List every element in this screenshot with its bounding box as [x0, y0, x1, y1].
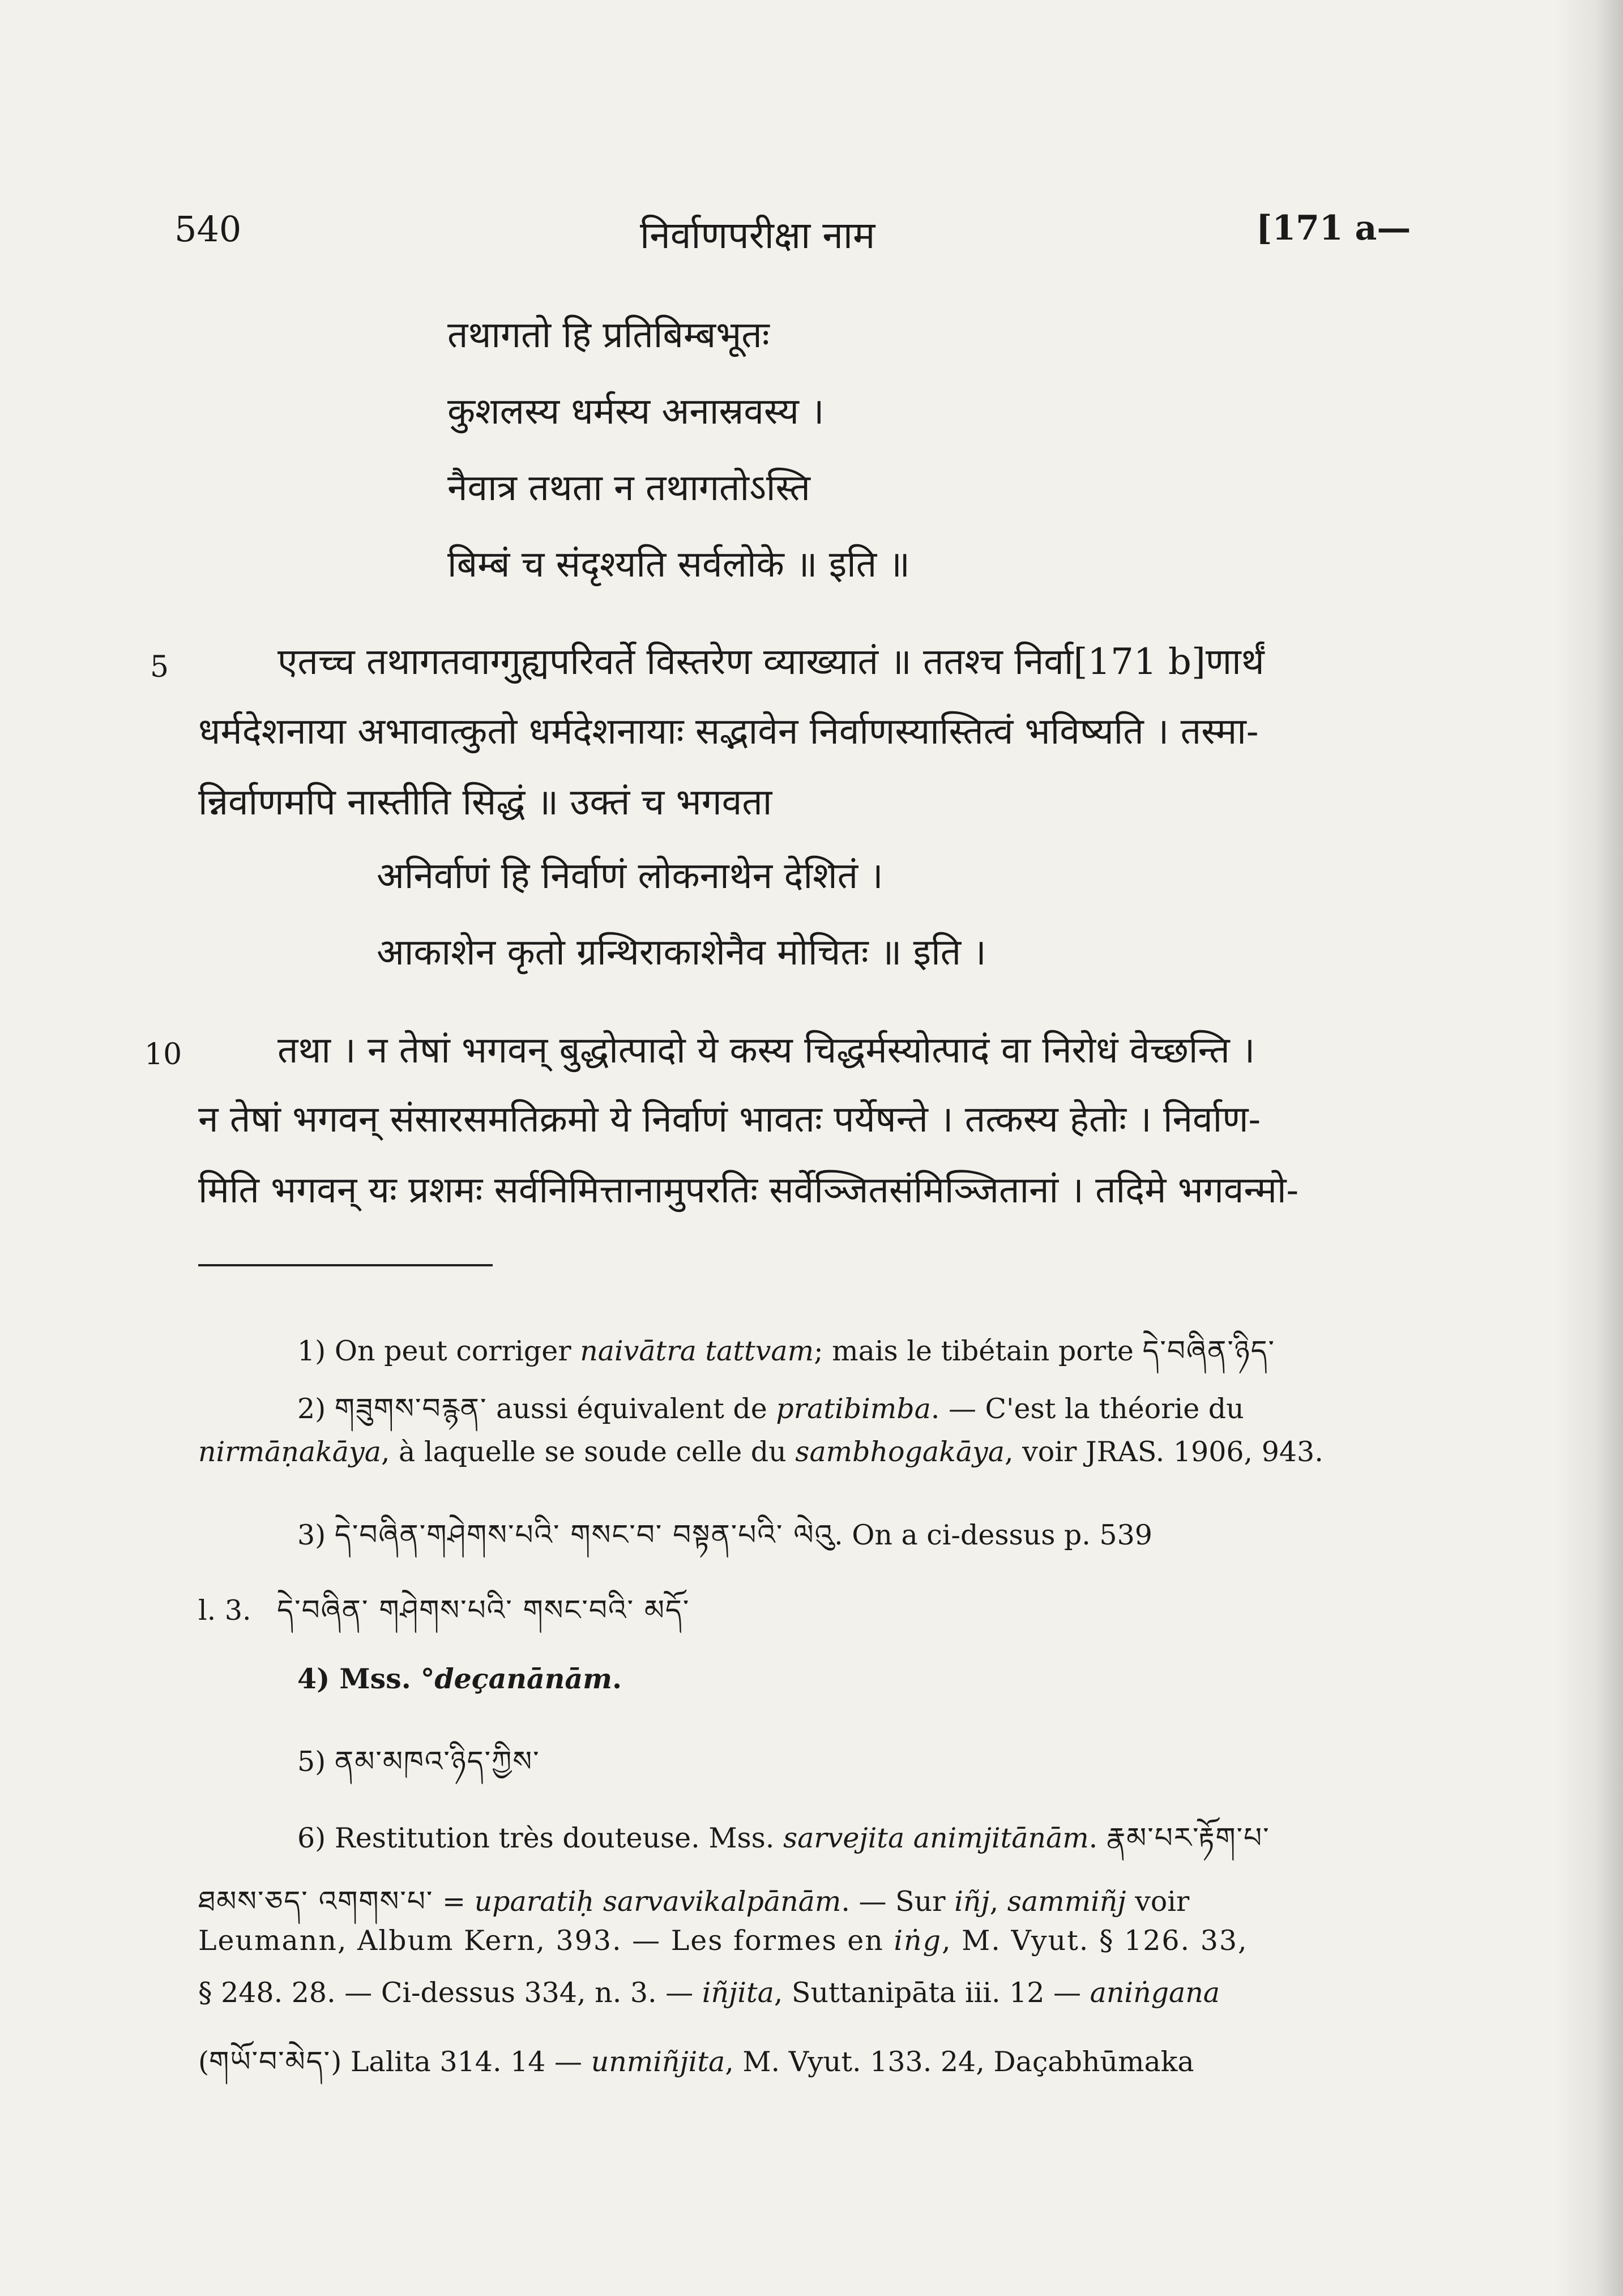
verse-line: कुशलस्य धर्मस्य अनास्रवस्य । [447, 391, 825, 433]
section-marker: [171 a— [1256, 208, 1411, 248]
prose-line: धर्मदेशनाया अभावात्कुतो धर्मदेशनायाः सद्भावेन निर्वाणस्यास्तित्वं भविष्यति । तस्मा- [198, 711, 1259, 753]
verse-line: आकाशेन कृतो ग्रन्थिराकाशेनैव मोचितः ॥ इति । [377, 932, 986, 974]
footnote-5: 5) ནམ་མཁའ་ཉིད་ཀྱིས་ [297, 1745, 540, 1778]
tibetan-text: དེ་བཞིན་ཉིད་ [1142, 1334, 1276, 1367]
page-number: 540 [174, 208, 242, 250]
running-title: निर्वाणपरीक्षा नाम [640, 214, 875, 257]
verse-line: बिम्बं च संदृश्यति सर्वलोके ॥ इति ॥ [447, 544, 910, 586]
tibetan-text: ནམ་མཁའ་ཉིད་ཀྱིས་ [334, 1745, 540, 1778]
line-number: 10 [144, 1038, 182, 1072]
footnote-rule [198, 1264, 493, 1266]
footnote-3: 3) དེ་བཞིན་གཤེགས་པའི་ གསང་བ་ བསྟན་པའི་ ལེའུ. On a ci-dessus p. 539 [297, 1518, 1152, 1551]
line-number: 5 [150, 650, 169, 684]
tibetan-text: ཐམས་ཅད་ འགགས་པ་ [198, 1885, 434, 1918]
footnote-6: 6) Restitution très douteuse. Mss. sarvejita animjitānām. རྣམ་པར་རྟོག་པ་ [297, 1821, 1270, 1854]
tibetan-text: གཟུགས་བརྙན་ [334, 1392, 488, 1425]
footnote-6-cont: (གཡོ་བ་མེད་) Lalita 314. 14 — unmiñjita, M. Vyut. 133. 24, Daçabhūmaka [198, 2045, 1194, 2078]
verse-line: अनिर्वाणं हि निर्वाणं लोकनाथेन देशितं । [377, 855, 883, 897]
footnote-6-cont: ཐམས་ཅད་ འགགས་པ་ = uparatiḥ sarvavikalpānām. — Sur iñj, sammiñj voir [198, 1885, 1190, 1918]
footnote-6-cont: Leumann, Album Kern, 393. — Les formes en iṅg, M. Vyut. § 126. 33, [198, 1924, 1248, 1957]
tibetan-text: རྣམ་པར་རྟོག་པ་ [1106, 1821, 1270, 1854]
prose-line: एतच्च तथागतवाग्गुह्यपरिवर्ते विस्तरेण व्याख्यातं ॥ ततश्च निर्वा[171 b]णार्थं [277, 641, 1265, 683]
footnote-3-cont: l. 3. དེ་བཞིན་ གཤེགས་པའི་ གསང་བའི་ མདོ་ [198, 1594, 690, 1627]
tibetan-text: དེ་བཞིན་གཤེགས་པའི་ གསང་བ་ བསྟན་པའི་ ལེའུ [334, 1518, 835, 1551]
prose-line: तथा । न तेषां भगवन् बुद्धोत्पादो ये कस्य चिद्धर्मस्योत्पादं वा निरोधं वेच्छन्ति । [277, 1030, 1255, 1072]
prose-line: न तेषां भगवन् संसारसमतिक्रमो ये निर्वाणं भावतः पर्येषन्ते । तत्कस्य हेतोः । निर्वाण- [198, 1099, 1261, 1141]
footnote-1: 1) On peut corriger naivātra tattvam; mais le tibétain porte དེ་བཞིན་ཉིད་ [297, 1334, 1276, 1367]
verse-line: तथागतो हि प्रतिबिम्बभूतः [447, 314, 770, 356]
page-edge-shadow [1555, 0, 1623, 2296]
footnote-2: 2) གཟུགས་བརྙན་ aussi équivalent de pratibimba. — C'est la théorie du [297, 1392, 1244, 1425]
footnote-4: 4) Mss. °deçanānām. [297, 1662, 622, 1695]
prose-line: न्निर्वाणमपि नास्तीति सिद्धं ॥ उक्तं च भगवता [198, 782, 772, 823]
prose-line: मिति भगवन् यः प्रशमः सर्वनिमित्तानामुपरतिः सर्वेञ्जितसंमिञ्जितानां । तदिमे भगवन्मो- [198, 1170, 1299, 1211]
footnote-2-cont: nirmāṇakāya, à laquelle se soude celle du sambhogakāya, voir JRAS. 1906, 943. [198, 1436, 1323, 1468]
tibetan-text: གཡོ་བ་མེད་ [209, 2045, 331, 2078]
footnote-6-cont: § 248. 28. — Ci-dessus 334, n. 3. — iñjita, Suttanipāta iii. 12 — aniṅgana [198, 1977, 1220, 2009]
verse-line: नैवात्र तथता न तथागतोऽस्ति [447, 467, 810, 509]
tibetan-text: དེ་བཞིན་ གཤེགས་པའི་ གསང་བའི་ མདོ་ [277, 1594, 690, 1627]
